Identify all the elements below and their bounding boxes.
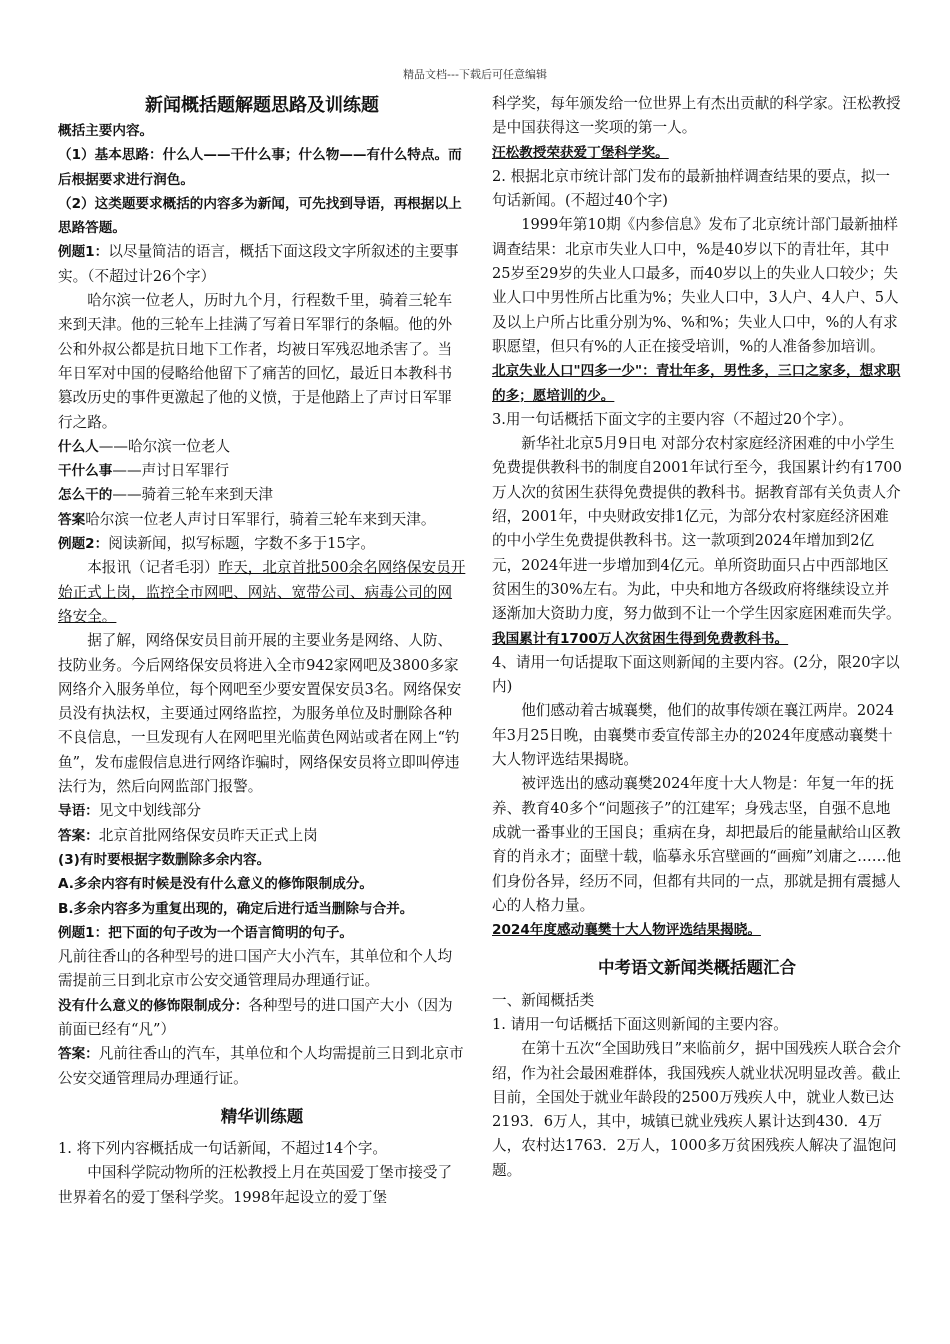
example-1-question bbox=[58, 240, 466, 289]
who-text: ——哈尔滨一位老人 bbox=[98, 437, 231, 455]
answer-3-text: 凡前往香山的汽车，其单位和个人均需提前三日到北京市公安交通管理局办理通行证。 bbox=[58, 1045, 464, 1087]
question-4-passage-1: 他们感动着古城襄樊，他们的故事传颂在襄江两岸。2024年3月25日晚，由襄樊市委宣传部主办的2024年度感动襄樊十大人物评选结果揭晓。 bbox=[492, 702, 894, 769]
example-1-passage: 哈尔滨一位老人，历时九个月，行程数千里，骑着三轮车来到天津。他的三轮车上挂满了写着日军罪行的条幅。他的外公和外叔公都是抗日地下工作者，均被日军残忍地杀害了。当年日军对中国的侵略给他留下了痛苦的回忆，最近日本教科书篡改历史的事件更激起了他的义愤，于是他踏上了声讨日军罪行之路。 bbox=[58, 292, 453, 431]
section-2-heading: 一、新闻概括类 bbox=[492, 991, 595, 1009]
answer-3 bbox=[58, 1042, 466, 1091]
modifier-label: 没有什么意义的修饰限制成分： bbox=[58, 997, 249, 1014]
lead-label: 导语： bbox=[58, 803, 99, 820]
question-2-passage: 1999年第10期《内参信息》发布了北京统计部门最新抽样调查结果：北京市失业人口中，%是40岁以下的青壮年，其中25岁至29岁的失业人口最多，而40岁以上的失业人口较少；失业人口中男性所占比重为%；失业人口中，3人户、4人户、5人及以上户所占比重分别为%、%和%；失业人口中，%的人有求职愿望，但只有%的人正在接受培训，%的人准备参加培训。 bbox=[492, 216, 899, 355]
question-1-passage-cont: 科学奖，每年颁发给一位世界上有杰出贡献的科学家。汪松教授是中国获得这一奖项的第一人。 bbox=[492, 95, 901, 137]
question-3: 3.用一句话概括下面文字的主要内容（不超过20个字）。 bbox=[492, 410, 853, 428]
tip-b: B.多余内容多为重复出现的，确定后进行适当删除与合并。 bbox=[58, 900, 414, 917]
page-title: 新闻概括题解题思路及训练题 bbox=[145, 95, 379, 116]
question-1: 1. 将下列内容概括成一句话新闻，不超过14个字。 bbox=[58, 1140, 388, 1158]
watermark: 精品文档---下载后可任意编辑 bbox=[403, 68, 547, 81]
what-text: ——声讨日军罪行 bbox=[112, 462, 230, 480]
what-line bbox=[58, 459, 466, 483]
example-2-passage-pre: 本报讯（记者毛羽） bbox=[87, 559, 219, 577]
tip-2: （2）这类题要求概括的内容多为新闻，可先找到导语，再根据以上思路答题。 bbox=[58, 195, 462, 237]
example-2-passage-2: 据了解，网络保安员目前开展的主要业务是网络、人防、技防业务。今后网络保安员将进入全市942家网吧及3800多家网络介入服务单位，每个网吧至少要安置保安员3名。网络保安员没有执法权，主要通过网络监控，为服务单位及时删除各种不良信息，一旦发现有人在网吧里光临黄色网站或者在网上“钓鱼”，发布虚假信息进行网络诈骗时，网络保安员将立即叫停违法行为，然后向网监部门报警。 bbox=[58, 632, 462, 796]
tip-1: （1）基本思路：什么人——干什么事；什么物——有什么特点。而后根据要求进行润色。 bbox=[58, 147, 462, 188]
question-1-answer: 汪松教授荣获爱丁堡科学奖。 bbox=[492, 144, 669, 161]
answer-3-label: 答案： bbox=[58, 1046, 99, 1063]
answer-1-text: 哈尔滨一位老人声讨日军罪行，骑着三轮车来到天津。 bbox=[85, 510, 436, 528]
answer-2 bbox=[58, 824, 466, 848]
section-2-title: 中考语文新闻类概括题汇合 bbox=[598, 958, 796, 978]
example-3-passage: 凡前往香山的各种型号的进口国产大小汽车，其单位和个人均需提前三日到北京市公安交通管理局办理通行证。 bbox=[58, 948, 453, 990]
example-3-question: 例题1：把下面的句子改为一个语言简明的句子。 bbox=[58, 924, 353, 941]
question-1-passage: 中国科学院动物所的汪松教授上月在英国爱丁堡市接受了世界着名的爱丁堡科学奖。1998年起设立的爱丁堡 bbox=[58, 1164, 453, 1206]
answer-2-text: 北京首批网络保安员昨天正式上岗 bbox=[98, 826, 318, 844]
right-column bbox=[492, 92, 902, 1183]
modifier-line bbox=[58, 994, 466, 1043]
lead-text: 见文中划线部分 bbox=[98, 802, 201, 820]
what-label: 干什么事 bbox=[58, 463, 113, 480]
how-text: ——骑着三轮车来到天津 bbox=[112, 486, 273, 504]
example-1-text: 以尽量简洁的语言，概括下面这段文字所叙述的主要事实。（不超过计26个字） bbox=[58, 243, 459, 285]
question-2: 2. 根据北京市统计部门发布的最新抽样调查结果的要点，拟一句话新闻。(不超过40个字) bbox=[492, 167, 891, 210]
question-3-passage: 新华社北京5月9日电 对部分农村家庭经济困难的中小学生免费提供教科书的制度自2001年试行至今，我国累计约有1700万人次的贫困生获得免费提供的教科书。据教育部有关负责人介绍，2001年，中央财政安排1亿元，为部分农村家庭经济困难的中小学生免费提供教科书。这一款项到2024年增加到2亿元，2024年进一步增加到4亿元。单所资助面只占中西部地区贫困生的30%左右。为此，中央和地方各级政府将继续设立并逐渐加大资助力度，努力做到不让一个学生因家庭困难而失学。 bbox=[492, 435, 902, 623]
who-line bbox=[58, 435, 466, 459]
section-2-question-1: 1. 请用一句话概括下面这则新闻的主要内容。 bbox=[492, 1015, 788, 1033]
question-4: 4、请用一句话提取下面这则新闻的主要内容。(2分，限20字以内) bbox=[492, 653, 900, 696]
modifier-text: 各种型号的进口国产大小（因为前面已经有“凡”） bbox=[58, 996, 453, 1038]
example-1-label: 例题1： bbox=[58, 244, 109, 261]
question-3-answer: 我国累计有1700万人次贫困生得到免费教科书。 bbox=[492, 630, 789, 647]
question-4-answer: 2024年度感动襄樊十大人物评选结果揭晓。 bbox=[492, 922, 761, 939]
left-column bbox=[58, 92, 466, 1210]
section-2-question-1-passage: 在第十五次“全国助残日”来临前夕，据中国残疾人联合会介绍，作为社会最困难群体，我国残疾人就业状况明显改善。截止目前，全国处于就业年龄段的2500万残疾人中，就业人数已达2193．6万人，其中，城镇已就业残疾人累计达到430．4万人，农村达1763．2万人，1000多万贫困残疾人解决了温饱问题。 bbox=[492, 1040, 901, 1179]
example-2-text: 阅读新闻，拟写标题，字数不多于15字。 bbox=[108, 535, 375, 553]
main-heading: 概括主要内容。 bbox=[58, 123, 154, 139]
answer-1 bbox=[58, 508, 466, 532]
practice-title: 精华训练题 bbox=[220, 1106, 304, 1126]
who-label: 什么人 bbox=[58, 438, 99, 455]
example-2-label: 例题2： bbox=[58, 536, 109, 553]
lead-line bbox=[58, 799, 466, 823]
question-4-passage-2: 被评选出的感动襄樊2024年度十大人物是：年复一年的抚养、教育40多个“问题孩子”的江建军；身残志坚，自强不息地成就一番事业的王国良；重病在身，却把最后的能量献给山区教育的肖永才；面壁十载，临摹永乐宫壁画的“画痴”刘庸之……他们身份各异，经历不同，但都有共同的一点，那就是拥有震撼人心的人格力量。 bbox=[492, 775, 901, 914]
example-2-lead-underlined: 昨天，北京首批500余名网络保安员开始正式上岗，监控全市网吧、网站、宽带公司、病毒公司的网络安全。 bbox=[58, 559, 466, 625]
tip-a: A.多余内容有时候是没有什么意义的修饰限制成分。 bbox=[58, 876, 373, 893]
question-2-answer: 北京失业人口"四多一少"：青壮年多，男性多，三口之家多，想求职的多；愿培训的少。 bbox=[492, 363, 901, 404]
example-2-passage bbox=[58, 556, 466, 629]
how-label: 怎么干的 bbox=[58, 487, 113, 504]
answer-2-label: 答案： bbox=[58, 827, 99, 844]
answer-1-label: 答案 bbox=[58, 511, 86, 528]
how-line bbox=[58, 483, 466, 507]
tip-3: (3)有时要根据字数删除多余内容。 bbox=[58, 851, 271, 868]
example-2-question bbox=[58, 532, 466, 556]
